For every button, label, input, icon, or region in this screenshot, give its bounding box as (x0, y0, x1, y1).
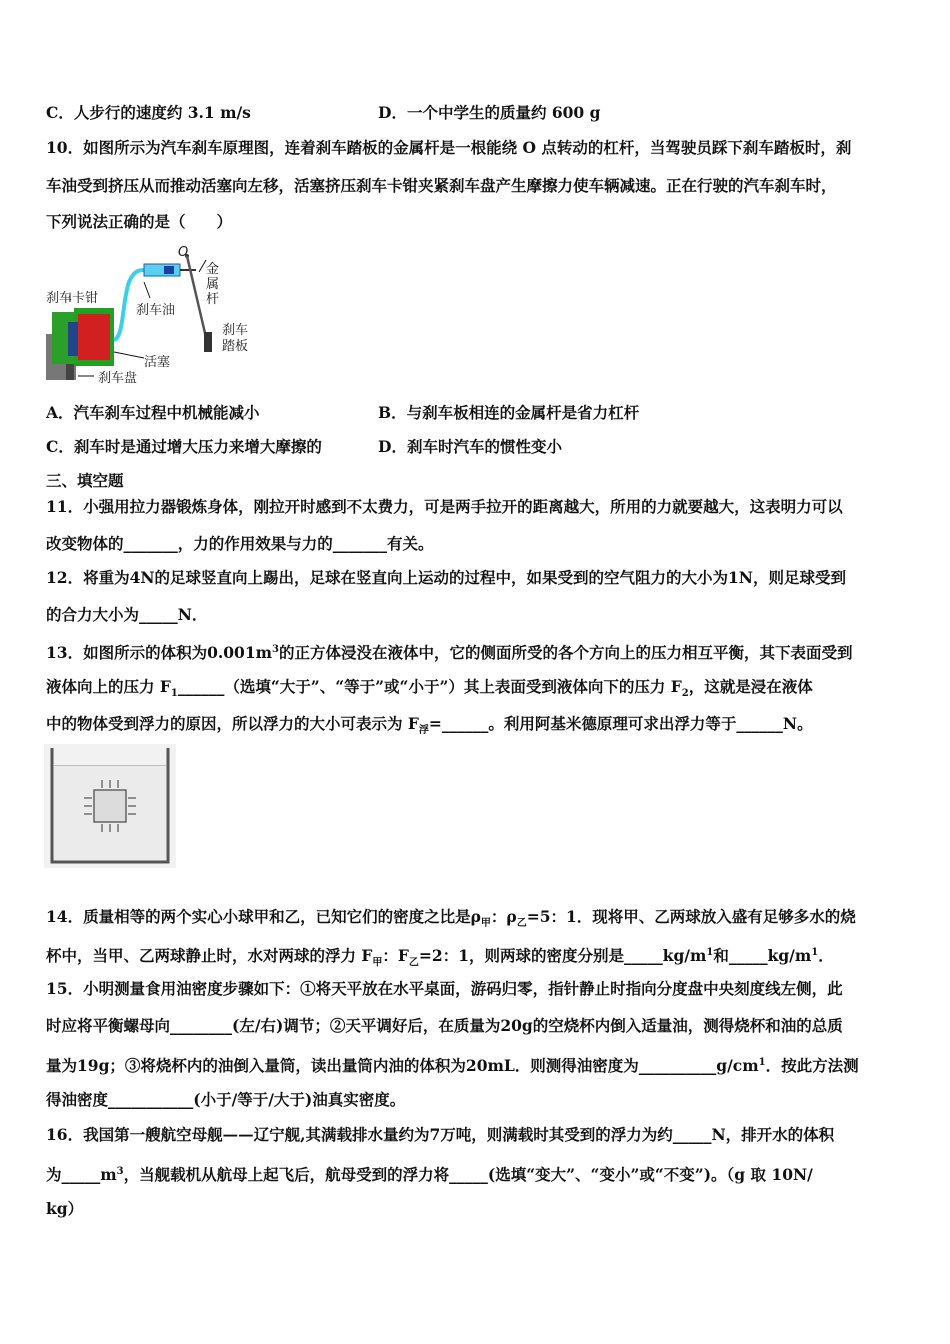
cube-in-liquid-figure (44, 744, 176, 868)
q15-line1: 15．小明测量食用油密度步骤如下：①将天平放在水平桌面，游码归零，指针静止时指向分度盘中央刻度线左侧，此 (46, 979, 843, 998)
figure-label-pedal-1: 刹车 (222, 323, 249, 338)
q9-option-d: D．一个中学生的质量约 600 g (378, 103, 601, 122)
q16-line1: 16．我国第一艘航空母舰——辽宁舰,其满载排水量约为7万吨，则满载时其受到的浮力为约_____N，排开水的体积 (46, 1125, 835, 1144)
q16-line3: kg） (46, 1199, 84, 1218)
q13-line1: 13．如图所示的体积为$0.001m^3$的正方体浸没在液体中，它的侧面所受的各个方向上的压力相互平衡，其下表面受到 (46, 643, 853, 663)
q11-line2: 改变物体的_______，力的作用效果与力的_______有关。 (46, 534, 434, 553)
figure-label-rod: 金属杆 (206, 262, 220, 307)
brake-diagram (44, 242, 264, 392)
brake-pedal-shape (204, 332, 212, 352)
q13-line2: 液体向上的压力 $F_1\_\_\_\_\_\_$（选填“大于”、“等于”或“小于”）其上表面受到液体向下的压力 $F_2$，这就是浸在液体 (46, 677, 813, 700)
q14-line1: 14．质量相等的两个实心小球甲和乙，已知它们的密度之比是$\rho_甲$：$\rho_乙=5$：1．现将甲、乙两球放入盛有足够多水的烧 (46, 907, 856, 930)
master-cylinder (144, 264, 180, 276)
q14-line2: 杯中，当甲、乙两球静止时，水对两球的浮力 $F_甲$：$F_乙=2$：1，则两球的密度分别是$\_\_\_\_\_kg/m^1$和$\_\_\_\_\_kg/m^1$． (46, 946, 834, 969)
q10-line1: 10．如图所示为汽车刹车原理图，连着刹车踏板的金属杆是一根能绕 O 点转动的杠杆，当驾驶员踩下刹车踏板时，刹 (46, 138, 852, 157)
q10-line3: 下列说法正确的是（ ） (46, 212, 233, 231)
figure-label-disc: 刹车盘 (98, 371, 138, 386)
q13-line3: 中的物体受到浮力的原因，所以浮力的大小可表示为 $F_浮=\_\_\_\_\_\_$。利用阿基米德原理可求出浮力等于______N。 (46, 714, 813, 737)
q15-line4: 得油密度___________(小于/等于/大于)油真实密度。 (46, 1090, 406, 1109)
q10-option-a: A．汽车刹车过程中机械能减小 (46, 403, 260, 422)
caliper-piston-red (78, 314, 110, 360)
q10-option-d: D．刹车时汽车的惯性变小 (378, 437, 562, 456)
q10-option-c: C．刹车时是通过增大压力来增大摩擦的 (46, 437, 322, 456)
q11-line1: 11．小强用拉力器锻炼身体，刚拉开时感到不太费力，可是两手拉开的距离越大，所用的力就要越大，这表明力可以 (46, 497, 843, 516)
cube-shape (94, 790, 126, 822)
figure-label-o: O (178, 245, 189, 260)
q15-line2: 时应将平衡螺母向________(左/右)调节；②天平调好后，在质量为20g的空烧杯内倒入适量油，测得烧杯和油的总质 (46, 1016, 843, 1035)
section-heading: 三、填空题 (46, 471, 124, 490)
q12-line2: 的合力大小为_____N． (46, 605, 208, 624)
q12-line1: 12．将重为4N的足球竖直向上踢出，足球在竖直向上运动的过程中，如果受到的空气阻力的大小为1N，则足球受到 (46, 568, 846, 587)
q15-line3: 量为19g；③将烧杯内的油倒入量筒，读出量筒内油的体积为20mL．则测得油密度为$\_\_\_\_\_\_\_\_\_\_g/cm^1$．按此方法测 (46, 1056, 859, 1076)
figure-label-pedal-2: 踏板 (222, 339, 249, 354)
q10-line2: 车油受到挤压从而推动活塞向左移，活塞挤压刹车卡钳夹紧刹车盘产生摩擦力使车辆减速。正在行驶的汽车刹车时， (46, 176, 837, 195)
figure-label-piston: 活塞 (144, 355, 171, 370)
q9-option-c: C．人步行的速度约 3.1 m/s (46, 103, 251, 122)
figure-label-oil: 刹车油 (136, 303, 176, 318)
q16-line2: 为$\_\_\_\_\_m^3$，当舰载机从航母上起飞后，航母受到的浮力将_____(选填“变大”、“变小”或“不变”)。（g 取 10N/ (46, 1165, 813, 1185)
figure-label-caliper: 刹车卡钳 (46, 291, 99, 306)
q10-option-b: B．与刹车板相连的金属杆是省力杠杆 (378, 403, 640, 422)
